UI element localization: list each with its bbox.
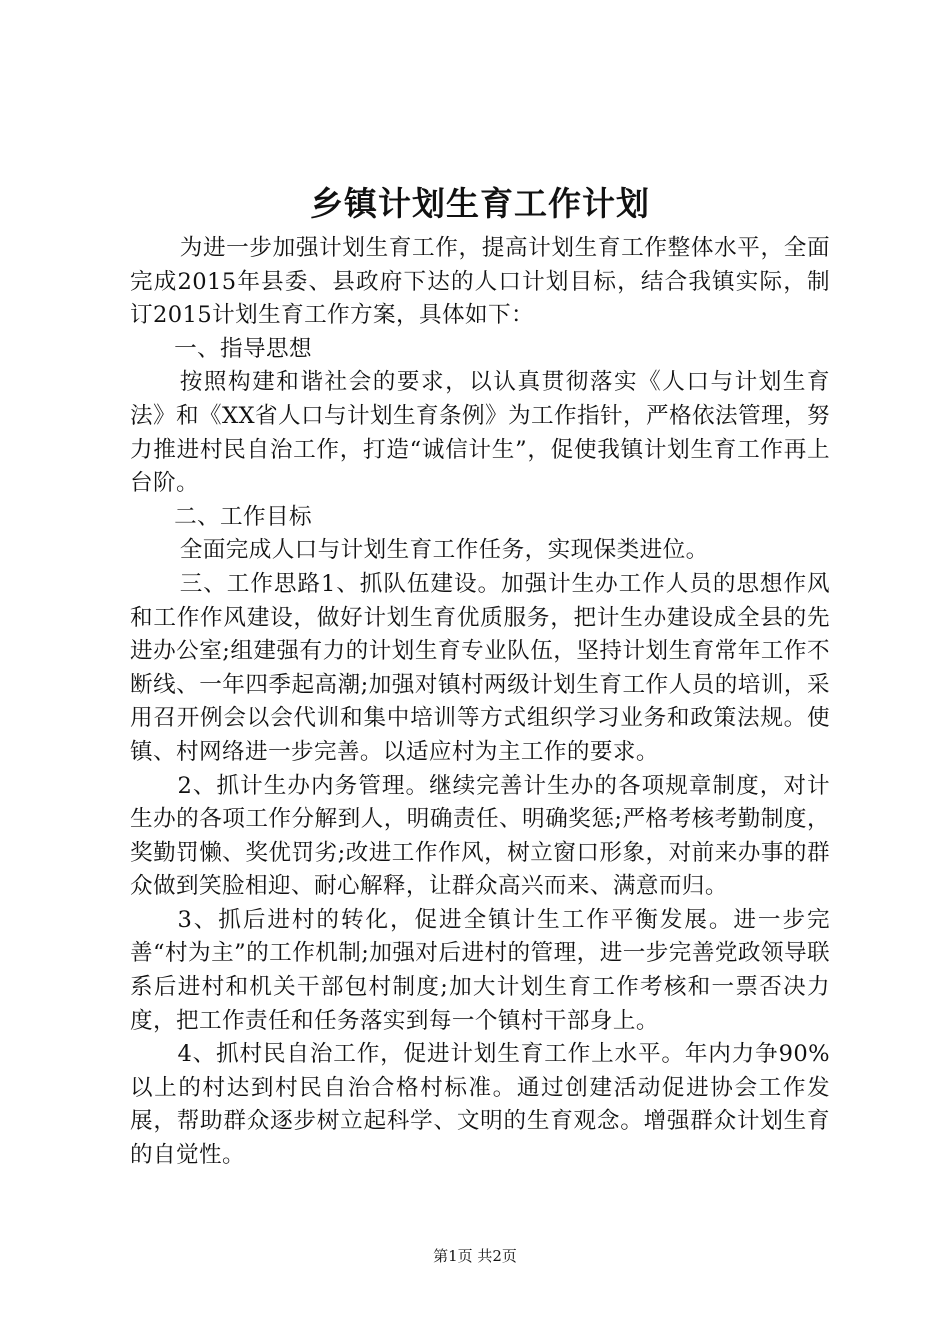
section-heading-guiding-thought: 一、指导思想 [174, 335, 313, 362]
work-approach-paragraph: 三、工作思路1、抓队伍建设。加强计生办工作人员的思想作风和工作作风建设，做好计划生育优质服务，把计生办建设成全县的先进办公室;组建强有力的计划生育专业队伍，坚持计划生育常年工作不断线、一年四季起高潮;加强对镇村两级计划生育工作人员的培训，采用召开例会以会代训和集中培训等方式组织学习业务和政策法规。使镇、村网络进一步完善。以适应村为主工作的要求。 [130, 570, 830, 765]
page-number-footer: 第1页 共2页 [433, 1247, 517, 1265]
item-4-paragraph: 4、抓村民自治工作，促进计划生育工作上水平。年内力争90%以上的村达到村民自治合格村标准。通过创建活动促进协会工作发展，帮助群众逐步树立起科学、文明的生育观念。增强群众计划生育的自觉性。 [130, 1041, 830, 1169]
intro-paragraph: 为进一步加强计划生育工作，提高计划生育工作整体水平，全面完成2015年县委、县政府下达的人口计划目标，结合我镇实际，制订2015计划生育工作方案，具体如下： [130, 235, 830, 329]
document-title: 乡镇计划生育工作计划 [310, 184, 650, 223]
section-heading-work-goal: 二、工作目标 [174, 503, 313, 530]
item-3-paragraph: 3、抓后进村的转化，促进全镇计生工作平衡发展。进一步完善“村为主”的工作机制;加强对后进村的管理，进一步完善党政领导联系后进村和机关干部包村制度;加大计划生育工作考核和一票否决力度，把工作责任和任务落实到每一个镇村干部身上。 [130, 906, 830, 1034]
guiding-thought-paragraph: 按照构建和谐社会的要求，以认真贯彻落实《人口与计划生育法》和《XX省人口与计划生育条例》为工作指针，严格依法管理，努力推进村民自治工作，打造“诚信计生”，促使我镇计划生育工作再上台阶。 [130, 369, 830, 497]
item-2-paragraph: 2、抓计生办内务管理。继续完善计生办的各项规章制度，对计生办的各项工作分解到人，明确责任、明确奖惩;严格考核考勤制度，奖勤罚懒、奖优罚劣;改进工作作风，树立窗口形象，对前来办事的群众做到笑脸相迎、耐心解释，让群众高兴而来、满意而归。 [130, 772, 830, 900]
work-goal-paragraph: 全面完成人口与计划生育工作任务，实现保类进位。 [179, 537, 709, 564]
document-page [130, 180, 830, 1173]
